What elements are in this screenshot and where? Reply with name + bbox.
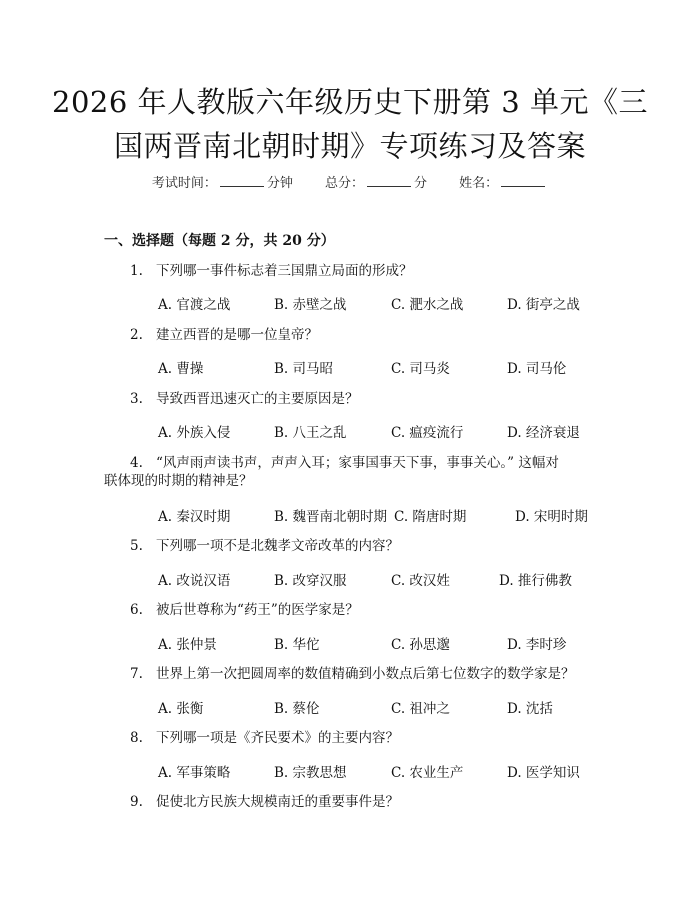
option-d: D. 沈括 xyxy=(507,701,553,717)
option-d: D. 推行佛教 xyxy=(499,573,572,589)
option-d: D. 宋明时期 xyxy=(515,509,588,525)
question-text: 下列哪一项是《齐民要术》的主要内容？ xyxy=(156,730,399,746)
question-9 xyxy=(104,789,604,816)
question-1-options xyxy=(158,293,608,313)
option-b: B. 赤壁之战 xyxy=(274,297,347,313)
option-c: C. 隋唐时期 xyxy=(394,509,467,525)
question-7 xyxy=(104,661,624,688)
question-2-options xyxy=(158,357,608,377)
question-number: 9. xyxy=(130,794,143,810)
question-8 xyxy=(104,725,604,752)
question-text: 促使北方民族大规模南迁的重要事件是？ xyxy=(156,794,399,810)
option-a: A. 曹操 xyxy=(158,361,204,377)
option-c: C. 孙思邈 xyxy=(391,637,450,653)
question-4-options xyxy=(158,505,608,525)
option-a: A. 官渡之战 xyxy=(158,297,231,313)
question-number: 3. xyxy=(130,391,143,407)
document-title xyxy=(40,80,660,168)
option-c: C. 改汉姓 xyxy=(391,573,450,589)
question-text: “风声雨声读书声，声声入耳；家事国事天下事，事事关心。” 这幅对 xyxy=(156,455,559,471)
question-6-options xyxy=(158,633,608,653)
option-c: C. 祖冲之 xyxy=(391,701,450,717)
question-8-options xyxy=(158,761,608,781)
option-a: A. 改说汉语 xyxy=(158,573,231,589)
option-b: B. 司马昭 xyxy=(274,361,334,377)
option-b: B. 宗教思想 xyxy=(274,765,347,781)
question-number: 5. xyxy=(130,538,143,554)
question-text-line-2: 联体现的时期的精神是？ xyxy=(104,473,253,489)
student-name-blank xyxy=(501,175,545,187)
exam-info-line xyxy=(0,172,700,191)
total-score-unit: 分 xyxy=(414,176,428,191)
question-text: 下列哪一事件标志着三国鼎立局面的形成？ xyxy=(156,263,413,279)
question-text: 被后世尊称为“药王”的医学家是？ xyxy=(156,602,359,618)
option-d: D. 李时珍 xyxy=(507,637,567,653)
student-name-field xyxy=(459,172,548,191)
total-score-field xyxy=(325,172,427,191)
exam-time-field xyxy=(152,172,293,191)
question-number: 7. xyxy=(130,666,143,682)
option-c: C. 司马炎 xyxy=(391,361,450,377)
option-b: B. 魏晋南北朝时期 xyxy=(274,509,388,525)
option-a: A. 外族入侵 xyxy=(158,425,231,441)
question-number: 6. xyxy=(130,602,143,618)
exam-time-blank xyxy=(220,175,264,187)
option-c: C. 农业生产 xyxy=(391,765,464,781)
question-1 xyxy=(104,258,604,285)
option-b: B. 蔡伦 xyxy=(274,701,320,717)
question-5-options xyxy=(158,569,608,589)
option-b: B. 华佗 xyxy=(274,637,320,653)
question-number: 4. xyxy=(130,455,143,471)
question-5 xyxy=(104,533,604,560)
option-d: D. 经济衰退 xyxy=(507,425,580,441)
question-text: 导致西晋迅速灭亡的主要原因是？ xyxy=(156,391,359,407)
title-line-1: 2026 年人教版六年级历史下册第 3 单元《三 xyxy=(52,85,648,119)
student-name-label: 姓名： xyxy=(459,176,499,191)
option-a: A. 军事策略 xyxy=(158,765,231,781)
question-3 xyxy=(104,386,604,413)
option-c: C. 淝水之战 xyxy=(391,297,464,313)
title-line-2: 国两晋南北朝时期》专项练习及答案 xyxy=(113,129,586,163)
question-text: 世界上第一次把圆周率的数值精确到小数点后第七位数字的数学家是？ xyxy=(156,666,575,682)
total-score-blank xyxy=(367,175,411,187)
option-a: A. 张仲景 xyxy=(158,637,217,653)
question-text: 下列哪一项不是北魏孝文帝改革的内容？ xyxy=(156,538,399,554)
section-heading-multiple-choice: 一、选择题（每题 2 分，共 20 分） xyxy=(104,233,335,249)
total-score-label: 总分： xyxy=(324,176,364,191)
question-7-options xyxy=(158,697,608,717)
question-number: 8. xyxy=(130,730,143,746)
option-c: C. 瘟疫流行 xyxy=(391,425,464,441)
option-d: D. 街亭之战 xyxy=(507,297,580,313)
option-d: D. 司马伦 xyxy=(507,361,567,377)
question-3-options xyxy=(158,421,608,441)
exam-time-unit: 分钟 xyxy=(266,176,293,191)
exam-time-label: 考试时间： xyxy=(151,176,217,191)
question-number: 2. xyxy=(130,327,143,343)
question-2 xyxy=(104,322,604,349)
option-b: B. 八王之乱 xyxy=(274,425,347,441)
option-a: A. 秦汉时期 xyxy=(158,509,231,525)
question-text: 建立西晋的是哪一位皇帝？ xyxy=(156,327,318,343)
question-4-continuation xyxy=(104,468,604,495)
option-d: D. 医学知识 xyxy=(507,765,580,781)
option-a: A. 张衡 xyxy=(158,701,204,717)
option-b: B. 改穿汉服 xyxy=(274,573,347,589)
question-number: 1. xyxy=(130,263,143,279)
question-6 xyxy=(104,597,604,624)
